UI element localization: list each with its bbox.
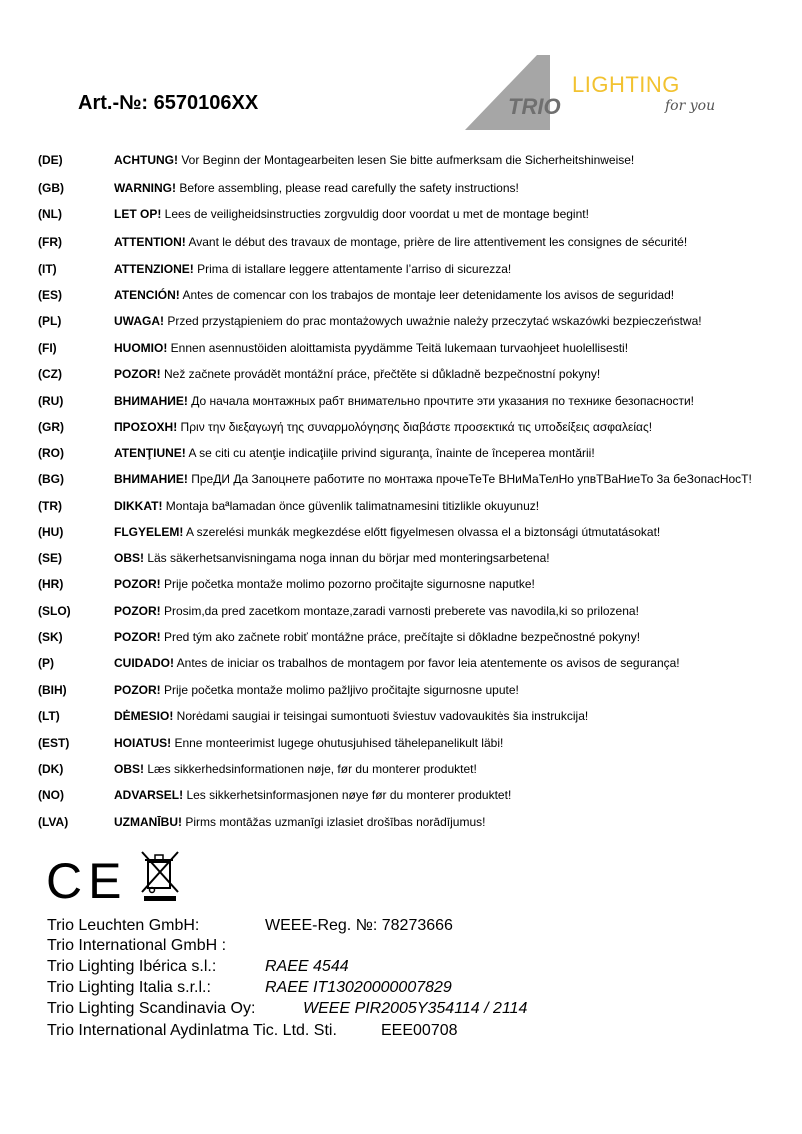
warning-keyword: HOIATUS!	[114, 736, 172, 750]
language-code: (NO)	[38, 788, 64, 802]
warning-keyword: ATTENZIONE!	[114, 262, 194, 276]
warning-text: Než začnete provádět montážní práce, přečtěte si důkladně bezpečnostní pokyny!	[160, 367, 601, 381]
language-code: (FR)	[38, 235, 62, 249]
warning-message	[114, 601, 639, 621]
language-code: (LVA)	[38, 815, 69, 829]
warning-keyword: POZOR!	[114, 683, 161, 697]
warning-text: Pirms montāžas uzmanīgi izlasiet drošības norādījumus!	[182, 815, 486, 829]
language-code: (HU)	[38, 525, 64, 539]
warning-message	[114, 496, 539, 516]
warning-text: Les sikkerhetsinformasjonen nøye før du monterer produktet!	[183, 788, 512, 802]
warning-text: Pred tým ako začnete robiť montážne práce, prečítajte si dôkladne bezpečnostné pokyny!	[160, 630, 641, 644]
language-code: (EST)	[38, 736, 70, 750]
registration-number: EEE00708	[381, 1022, 458, 1039]
registration-number: WEEE-Reg. №: 78273666	[265, 917, 453, 934]
language-code: (ES)	[38, 288, 62, 302]
warning-text: Prije početka montaže molimo pažljivo pročitajte sigurnosne upute!	[160, 683, 519, 697]
article-number: Art.-№: 6570106XX	[78, 92, 259, 114]
warning-message	[114, 391, 694, 411]
language-code: (P)	[38, 656, 54, 670]
warning-keyword: ATENŢIUNE!	[114, 446, 186, 460]
warning-text: Πριν την διεξαγωγή της συναρμολόγησης διαβάστε προσεκτικά τις υποδείξεις ασφαλείας!	[177, 420, 653, 434]
warning-message	[114, 469, 752, 489]
warning-text: Przed przystąpieniem do prac montażowych uważnie należy przeczytać wskazówki bezpieczeństwa!	[164, 314, 702, 328]
crossed-out-bin-icon	[142, 852, 178, 901]
logo-lighting: LIGHTING	[572, 72, 680, 97]
warning-text: Prosim,da pred zacetkom montaze,zaradi varnosti preberete vas navodila,ki so prilozena!	[160, 604, 639, 618]
warning-message	[114, 627, 640, 647]
warning-keyword: POZOR!	[114, 367, 161, 381]
warning-keyword: ATENCIÓN!	[114, 288, 180, 302]
warning-text: Lees de veiligheidsinstructies zorgvuldig door voordat u met de montage begint!	[161, 207, 589, 221]
language-code: (RU)	[38, 394, 64, 408]
language-code: (TR)	[38, 499, 62, 513]
warning-text: Antes de iniciar os trabalhos de montagem por favor leia atentemente os avisos de segurança!	[174, 656, 680, 670]
warning-keyword: LET OP!	[114, 207, 162, 221]
registration-number: RAEE 4544	[265, 958, 349, 975]
company-name: Trio International Aydinlatma Tic. Ltd. Sti.	[47, 1022, 337, 1039]
warning-text: Prima di istallare leggere attentamente l’arriso di sicurezza!	[193, 262, 512, 276]
warning-text: До начала монтажных рабт внимательно прочтите эти указания по технике безопасности!	[187, 394, 695, 408]
warning-message	[114, 785, 511, 805]
warning-message	[114, 759, 477, 779]
warning-keyword: WARNING!	[114, 181, 176, 195]
warning-keyword: OBS!	[114, 551, 144, 565]
warning-keyword: ВНИМАНИЕ!	[114, 394, 188, 408]
warning-keyword: ATTENTION!	[114, 235, 186, 249]
language-code: (FI)	[38, 341, 57, 355]
warning-text: Ennen asennustöiden aloittamista pyydämme Teitä lukemaan turvaohjeet huolellisesti!	[167, 341, 629, 355]
language-code: (GR)	[38, 420, 64, 434]
warning-text: Antes de comencar con los trabajos de montaje leer detenidamente los avisos de seguridad!	[179, 288, 675, 302]
warning-text: Prije početka montaže molimo pozorno pročitajte sigurnosne naputke!	[160, 577, 535, 591]
language-code: (LT)	[38, 709, 60, 723]
warning-message	[114, 417, 652, 437]
warning-keyword: FLGYELEM!	[114, 525, 184, 539]
language-code: (PL)	[38, 314, 62, 328]
language-code: (HR)	[38, 577, 64, 591]
language-code: (BG)	[38, 472, 64, 486]
language-code: (RO)	[38, 446, 64, 460]
warning-keyword: POZOR!	[114, 604, 161, 618]
warning-text: Montaja baªlamadan önce güvenlik talimatnamesini titizlikle okuyunuz!	[162, 499, 540, 513]
company-row	[47, 916, 453, 936]
language-code: (IT)	[38, 262, 57, 276]
company-name: Trio International GmbH :	[47, 937, 227, 954]
language-code: (BIH)	[38, 683, 67, 697]
warning-message	[114, 311, 702, 331]
language-code: (SE)	[38, 551, 62, 565]
warning-message	[114, 204, 589, 224]
registration-number: WEEE PIR2005Y354114 / 2114	[303, 1000, 528, 1017]
company-name: Trio Leuchten GmbH:	[47, 917, 200, 934]
language-code: (SLO)	[38, 604, 71, 618]
warning-message	[114, 706, 588, 726]
certification-marks	[46, 850, 196, 902]
warning-message	[114, 178, 519, 198]
warning-message	[114, 259, 511, 279]
warning-text: Enne monteerimist lugege ohutusjuhised tähelepanelikult läbi!	[171, 736, 504, 750]
warning-message	[114, 443, 595, 463]
company-name: Trio Lighting Ibérica s.l.:	[47, 958, 217, 975]
company-name: Trio Lighting Italia s.r.l.:	[47, 979, 211, 996]
language-code: (DE)	[38, 153, 63, 167]
warning-text: Norėdami saugiai ir teisingai sumontuoti šviestuv vadovaukitės šia instrukcija!	[173, 709, 589, 723]
ce-mark: CE	[46, 853, 128, 902]
warning-keyword: UWAGA!	[114, 314, 164, 328]
warning-message	[114, 232, 687, 252]
warning-message	[114, 364, 600, 384]
warning-text: ПреДИ Да Запоцнете работите по монтажа прочеТеТе ВНиМаТелНо упвТВаНиеТо 3а беЗопасНосТ!	[187, 472, 752, 486]
logo-tagline: for you	[665, 98, 716, 114]
company-row	[47, 999, 528, 1019]
warning-message	[114, 653, 680, 673]
warning-keyword: POZOR!	[114, 577, 161, 591]
language-code: (SK)	[38, 630, 63, 644]
warning-keyword: CUIDADO!	[114, 656, 174, 670]
warning-keyword: DĖMESIO!	[114, 709, 174, 723]
warning-message	[114, 680, 519, 700]
company-row	[47, 1021, 458, 1041]
warning-keyword: DIKKAT!	[114, 499, 163, 513]
company-name: Trio Lighting Scandinavia Oy:	[47, 1000, 256, 1017]
warning-message	[114, 733, 503, 753]
warning-text: Læs sikkerhedsinformationen nøje, før du monterer produktet!	[144, 762, 477, 776]
warning-keyword: ВНИМАНИЕ!	[114, 472, 188, 486]
warning-message	[114, 150, 634, 170]
warning-keyword: ΠΡΟΣΟΧΗ!	[114, 420, 178, 434]
warning-message	[114, 812, 485, 832]
company-row	[47, 978, 452, 998]
company-row	[47, 957, 349, 977]
trio-lighting-logo	[462, 52, 722, 134]
warning-text: A szerelési munkák megkezdése előtt figyelmesen olvassa el a biztonsági útmutatásokat!	[183, 525, 661, 539]
warning-message	[114, 522, 660, 542]
warning-message	[114, 338, 628, 358]
warning-text: A se citi cu atenţie indicaţiile privind siguranţa, înainte de începerea montării!	[185, 446, 595, 460]
language-code: (GB)	[38, 181, 64, 195]
language-code: (DK)	[38, 762, 64, 776]
company-row	[47, 936, 226, 956]
warning-message	[114, 548, 550, 568]
registration-number: RAEE IT13020000007829	[265, 979, 452, 996]
warning-keyword: OBS!	[114, 762, 144, 776]
logo-brand: TRIO	[508, 94, 561, 119]
language-code: (CZ)	[38, 367, 62, 381]
warning-text: Avant le début des travaux de montage, prière de lire attentivement les consignes de sécurité!	[185, 235, 688, 249]
warning-keyword: UZMANĪBU!	[114, 815, 182, 829]
warning-text: Vor Beginn der Montagearbeiten lesen Sie bitte aufmerksam die Sicherheitshinweise!	[178, 153, 635, 167]
language-code: (NL)	[38, 207, 62, 221]
warning-keyword: ADVARSEL!	[114, 788, 184, 802]
warning-text: Before assembling, please read carefully the safety instructions!	[176, 181, 519, 195]
warning-message	[114, 574, 535, 594]
warning-keyword: HUOMIO!	[114, 341, 168, 355]
warning-keyword: POZOR!	[114, 630, 161, 644]
warning-text: Läs säkerhetsanvisningama noga innan du börjar med monteringsarbetena!	[144, 551, 550, 565]
warning-keyword: ACHTUNG!	[114, 153, 178, 167]
warning-message	[114, 285, 674, 305]
